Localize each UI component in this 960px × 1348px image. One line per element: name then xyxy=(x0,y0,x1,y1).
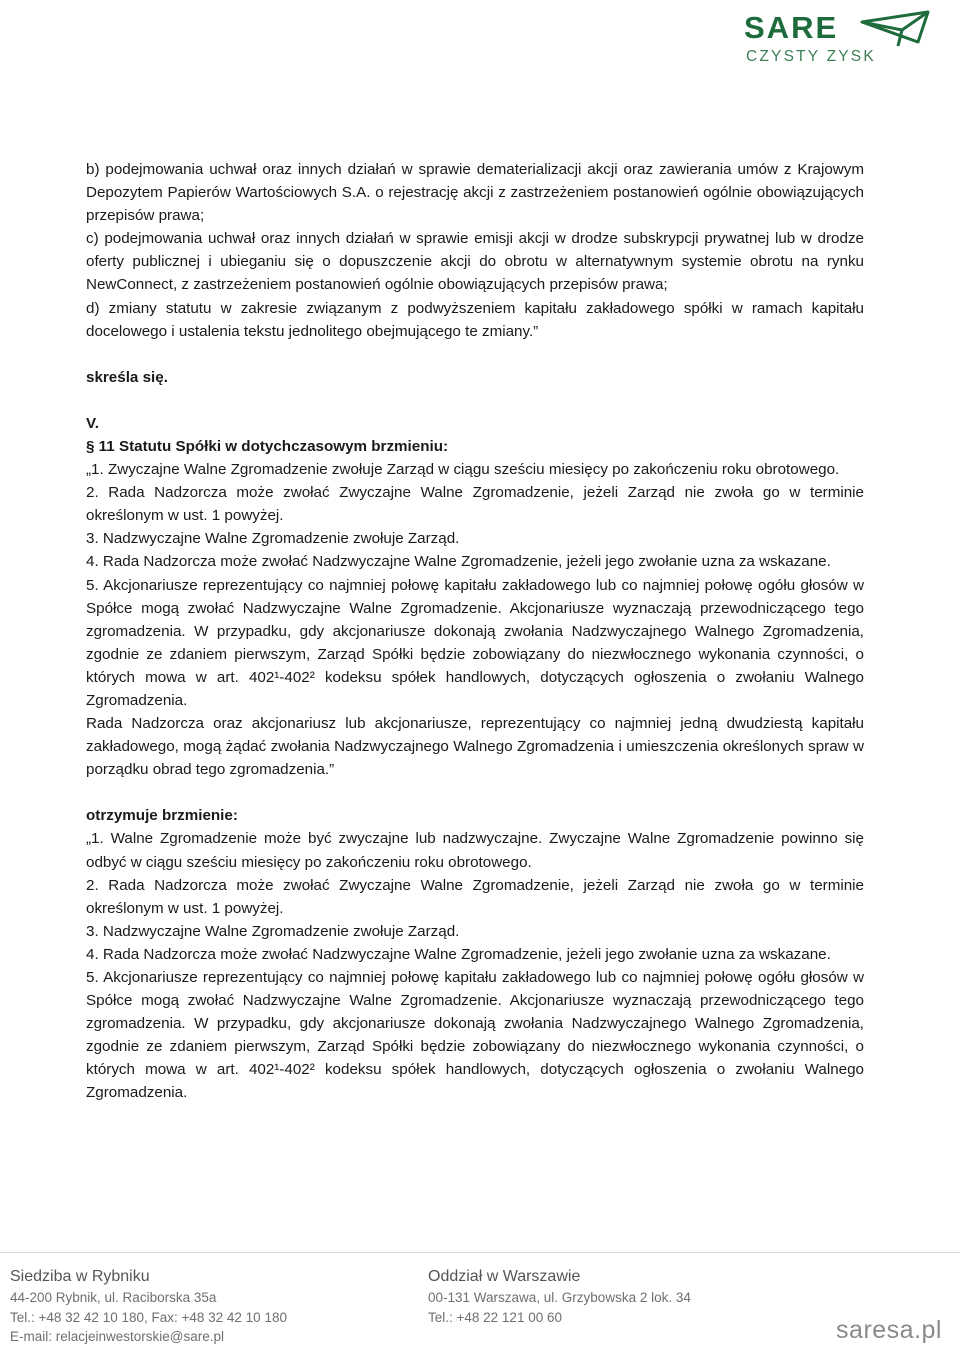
footer-divider xyxy=(0,1252,960,1253)
document-body xyxy=(86,158,864,1105)
new-item: „1. Walne Zgromadzenie może być zwyczajne lub nadzwyczajne. Zwyczajne Walne Zgromadzenie powinno się odbyć w ciągu sześciu miesięcy po zakończeniu roku obrotowego. xyxy=(86,830,864,871)
branch-address: 00-131 Warszawa, ul. Grzybowska 2 lok. 34 xyxy=(428,1290,691,1305)
svg-text:SARE: SARE xyxy=(744,10,839,45)
old-item: 5. Akcjonariusze reprezentujący co najmniej połowę kapitału zakładowego lub co najmniej połowę ogółu głosów w Spółce mogą zwołać Nadzwyczajne Walne Zgromadzenie. Akcjonariusze wyznaczają przewodniczącego tego zgromadzenia. W przypadku, gdy akcjonariusze dokonają zwołania Nadzwyczajnego Walnego Zgromadzenia, zgodnie ze zdaniem pierwszym, Zarząd Spółki będzie zobowiązany do niezwłocznego wykonania czynności, o których mowa w art. 402¹-402² kodeksu spółek handlowych, dotyczących ogłoszenia o zwołaniu Walnego Zgromadzenia. xyxy=(86,576,864,709)
old-item: „1. Zwyczajne Walne Zgromadzenie zwołuje Zarząd w ciągu sześciu miesięcy po zakończeniu roku obrotowego. xyxy=(86,461,840,479)
footer-branch xyxy=(428,1266,691,1327)
old-item: 4. Rada Nadzorcza może zwołać Nadzwyczajne Walne Zgromadzenie, jeżeli jego zwołanie uzna za wskazane. xyxy=(86,553,831,571)
section-heading: § 11 Statutu Spółki w dotychczasowym brzmieniu: xyxy=(86,437,449,455)
sare-logo xyxy=(742,8,932,66)
svg-text:CZYSTY ZYSK: CZYSTY ZYSK xyxy=(746,48,876,65)
old-item: 2. Rada Nadzorcza może zwołać Zwyczajne Walne Zgromadzenie, jeżeli Zarząd nie zwoła go w terminie określonym w ust. 1 powyżej. xyxy=(86,484,864,525)
footer-headquarters xyxy=(10,1266,287,1347)
sare-logo-mark xyxy=(742,8,932,66)
website-link[interactable]: saresa.pl xyxy=(836,1316,942,1344)
branch-title: Oddział w Warszawie xyxy=(428,1268,581,1285)
section-number: V. xyxy=(86,414,99,432)
new-item: 4. Rada Nadzorcza może zwołać Nadzwyczajne Walne Zgromadzenie, jeżeli jego zwołanie uzna za wskazane. xyxy=(86,945,831,963)
paragraph-d: d) zmiany statutu w zakresie związanym z podwyższeniem kapitału zakładowego spółki w ramach kapitału docelowego i ustalenia tekstu jednolitego obejmującego te zmiany.” xyxy=(86,299,864,340)
old-item: Rada Nadzorcza oraz akcjonariusz lub akcjonariusze, reprezentujący co najmniej jedną dwudziestą kapitału zakładowego, mogą żądać zwołania Nadzwyczajnego Walnego Zgromadzenia i umieszczenia określonych spraw w porządku obrad tego zgromadzenia.” xyxy=(86,715,864,779)
new-item: 2. Rada Nadzorcza może zwołać Zwyczajne Walne Zgromadzenie, jeżeli Zarząd nie zwoła go w terminie określonym w ust. 1 powyżej. xyxy=(86,876,864,917)
branch-phone: Tel.: +48 22 121 00 60 xyxy=(428,1309,562,1325)
paragraph-c: c) podejmowania uchwał oraz innych działań w sprawie emisji akcji w drodze subskrypcji prywatnej lub w drodze oferty publicznej i ubieganiu się o dopuszczenie akcji do obrotu w alternatywnym systemie obrotu na rynku NewConnect, z zastrzeżeniem postanowień ogólnie obowiązujących przepisów prawa; xyxy=(86,230,864,294)
envelope-icon xyxy=(862,12,928,46)
hq-address: 44-200 Rybnik, ul. Raciborska 35a xyxy=(10,1290,217,1305)
new-wording-heading: otrzymuje brzmienie: xyxy=(86,807,238,825)
old-item: 3. Nadzwyczajne Walne Zgromadzenie zwołuje Zarząd. xyxy=(86,530,460,548)
hq-email[interactable]: E-mail: relacjeinwestorskie@sare.pl xyxy=(10,1329,225,1345)
new-item: 5. Akcjonariusze reprezentujący co najmniej połowę kapitału zakładowego lub co najmniej połowę ogółu głosów w Spółce mogą zwołać Nadzwyczajne Walne Zgromadzenie. Akcjonariusze wyznaczają przewodniczącego tego zgromadzenia. W przypadku, gdy akcjonariusze dokonają zwołania Nadzwyczajnego Walnego Zgromadzenia, zgodnie ze zdaniem pierwszym, Zarząd Spółki będzie zobowiązany do niezwłocznego wykonania czynności, o których mowa w art. 402¹-402² kodeksu spółek handlowych, dotyczących ogłoszenia o zwołaniu Walnego Zgromadzenia. xyxy=(86,969,864,1102)
hq-title: Siedziba w Rybniku xyxy=(10,1268,150,1285)
hq-phone: Tel.: +48 32 42 10 180, Fax: +48 32 42 10 180 xyxy=(10,1309,287,1325)
paragraph-b: b) podejmowania uchwał oraz innych działań w sprawie dematerializacji akcji oraz zawierania umów z Krajowym Depozytem Papierów Wartościowych S.A. o rejestrację akcji z zastrzeżeniem postanowień ogólnie obowiązujących przepisów prawa; xyxy=(86,161,864,225)
strike-note: skreśla się. xyxy=(86,368,168,386)
new-item: 3. Nadzwyczajne Walne Zgromadzenie zwołuje Zarząd. xyxy=(86,922,460,940)
